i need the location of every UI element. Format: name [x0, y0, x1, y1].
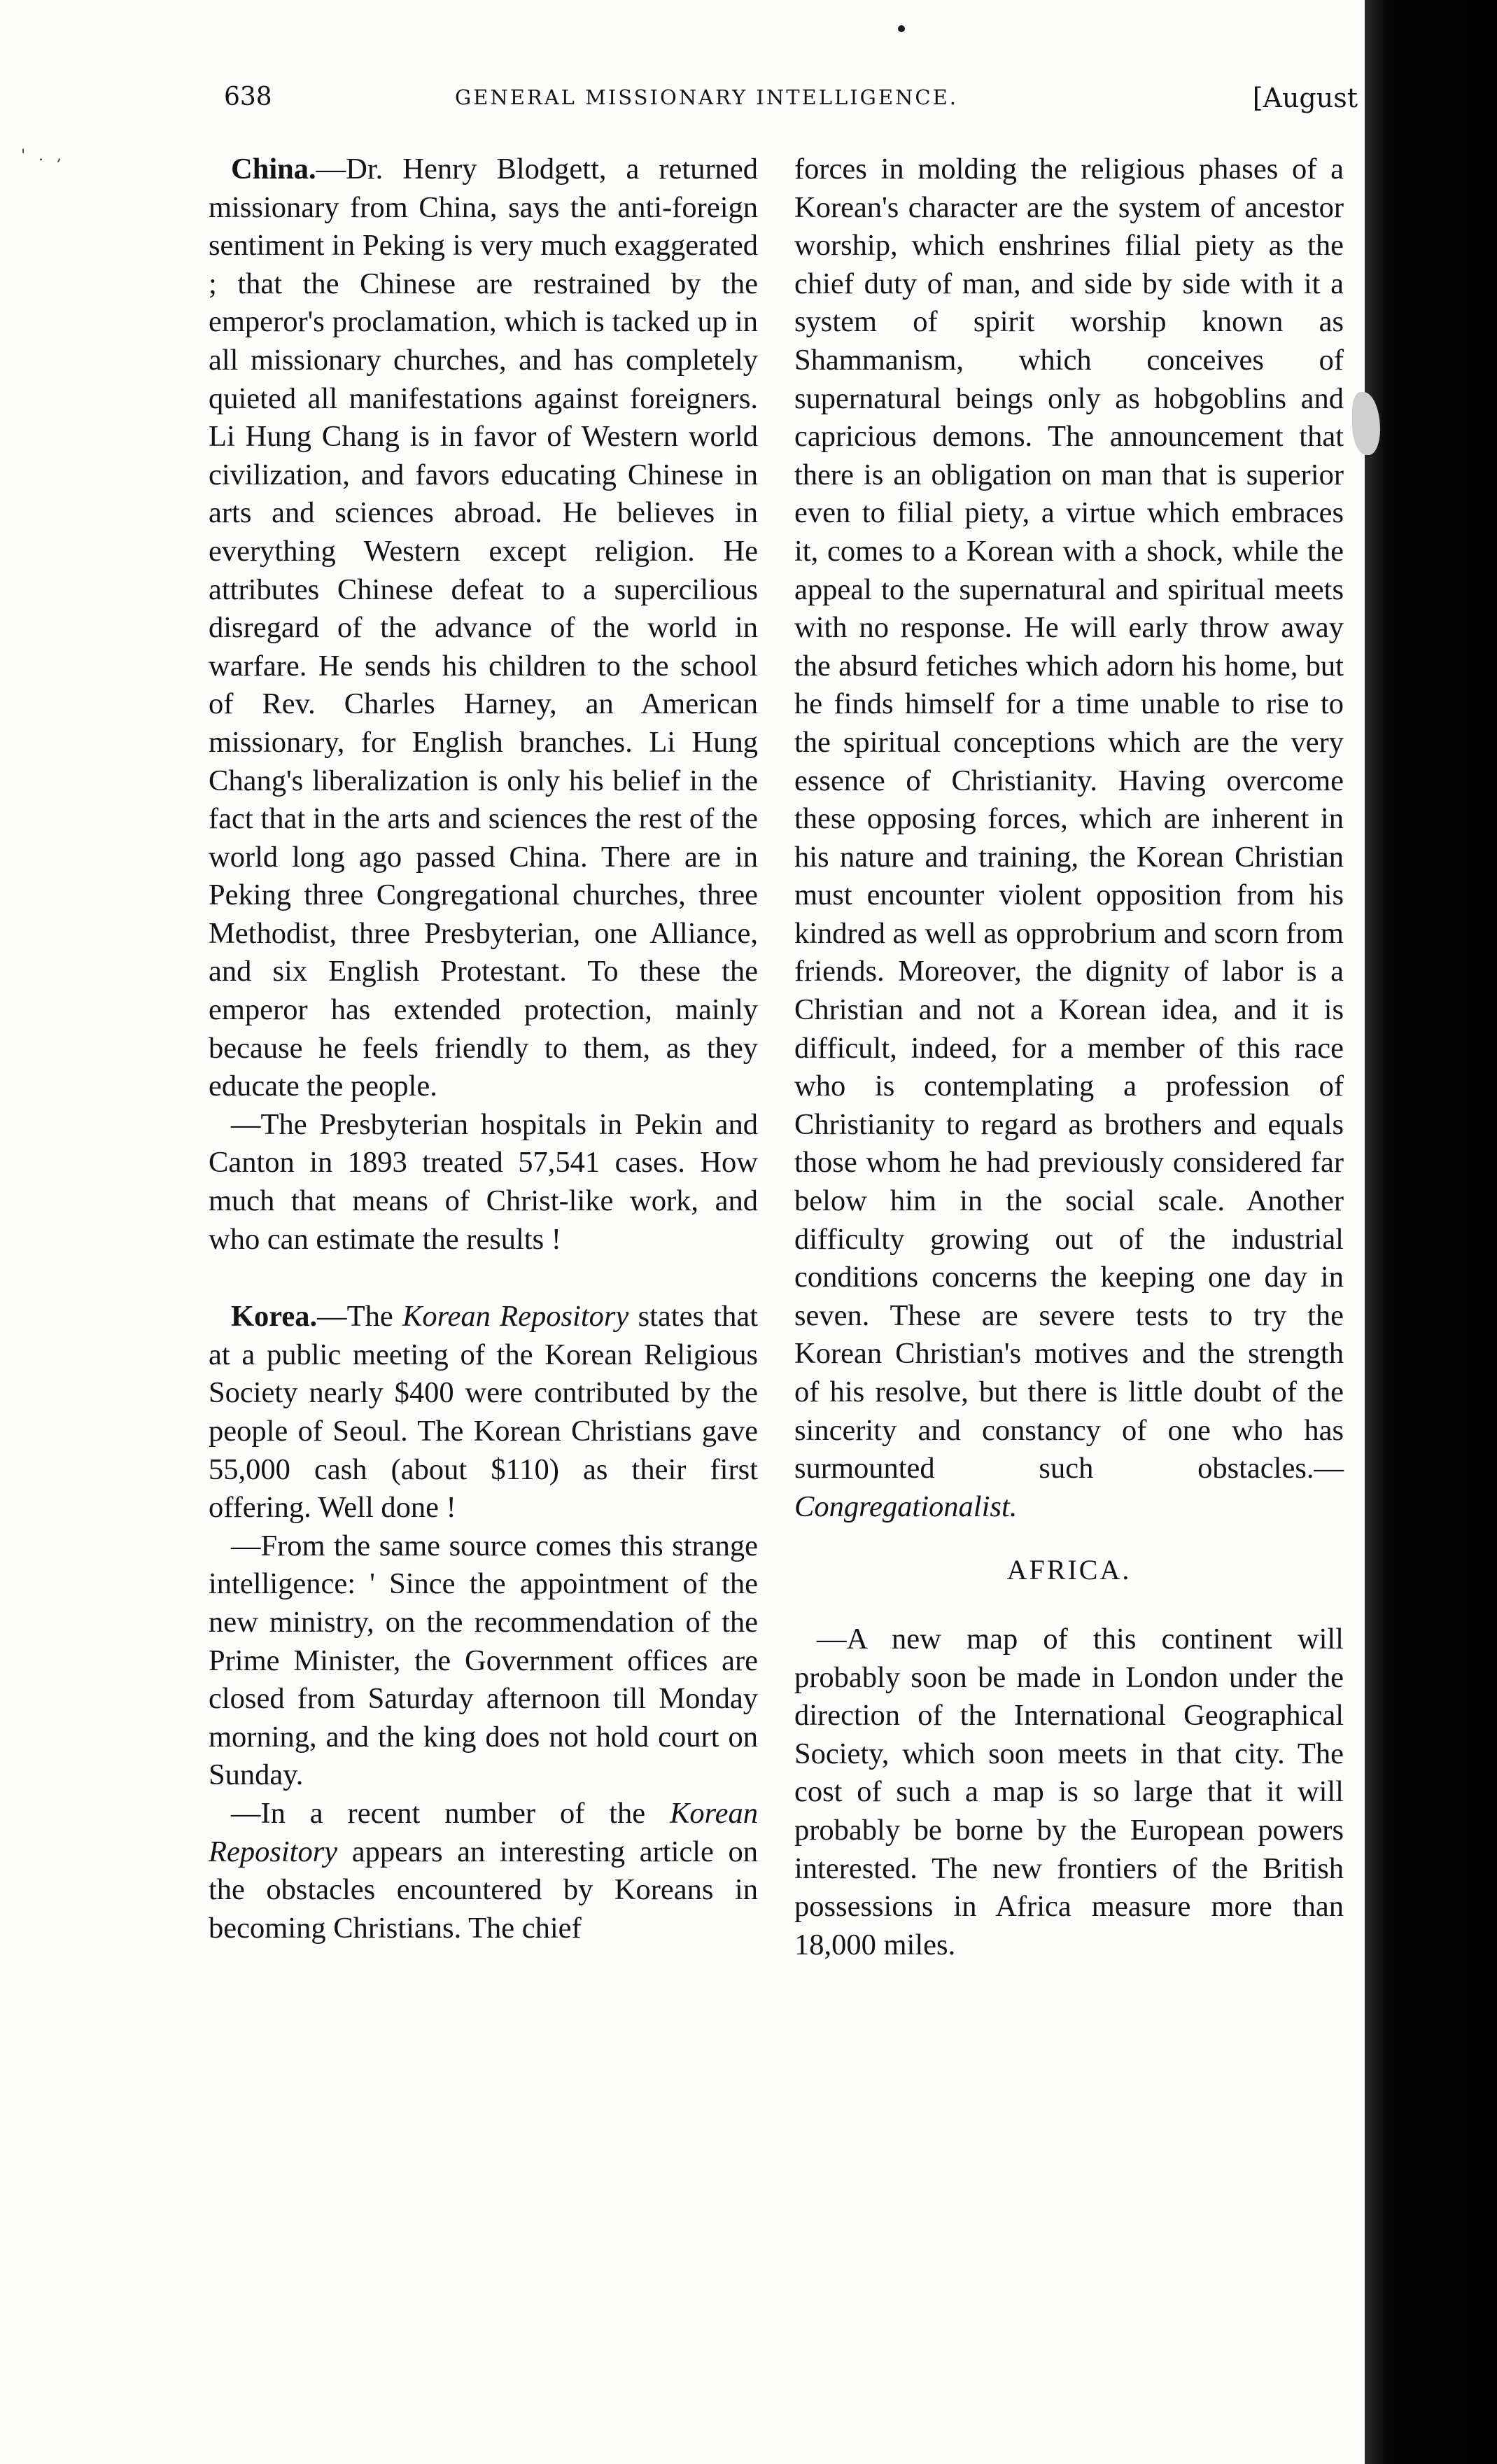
left-column	[209, 150, 758, 1947]
page-header	[224, 83, 1358, 125]
page-number: 638	[224, 83, 272, 111]
korea-repository-title: Korean Repository	[402, 1300, 629, 1334]
same-source-paragraph: —From the same source comes this strange intelligence: ' Since the appointment of the new ministry, on the recommendation of the Prime Minister, the Government offices are closed from Saturday afternoon till Monday morning, and the king does not hold court on Sunday.	[209, 1529, 758, 1792]
china-paragraph	[209, 150, 758, 1106]
header-month: [August	[1252, 83, 1358, 113]
africa-paragraph: —A new map of this continent will probably soon be made in London under the direction of the International Geographical Society, which soon meets in that city. The cost of such a map is so large that it will probably be borne by the European powers interested. The new frontiers of the British possessions in Africa measure more than 18,000 miles.	[794, 1622, 1344, 1961]
scan-specks: ' . ,	[21, 147, 66, 164]
korea-paragraph	[209, 1298, 758, 1527]
china-body: —Dr. Henry Blodgett, a returned missionary from China, says the anti-foreign sentiment in Peking is very much exaggerated ; that the Chinese are restrained by the emperor's proclamation, which is tacked up in all missionary churches, and has completely quieted all manifestations against foreigners. Li Hung Chang is in favor of Western world civilization, and favors educating Chinese in arts and sciences abroad. He believes in everything Western except religion. He attributes Chinese defeat to a supercilious disregard of the advance of the world in warfare. He sends his children to the school of Rev. Charles Harney, an American missionary, for English branches. Li Hung Chang's liberalization is only his belief in the fact that in the arts and sciences the rest of the world long ago passed China. There are in Peking three Congregational churches, three Methodist, three Presbyterian, one Alliance, and six English Protestant. To these the emperor has extended protection, mainly because he feels friendly to them, as they educate the people.	[209, 153, 758, 1103]
recent-body: appears an interesting article on the obstacles encountered by Koreans in becoming Christians. The chief	[209, 1835, 758, 1945]
korea-body: states that at a public meeting of the Korean Religious Society nearly $400 were contributed by the people of Seoul. The Korean Christians gave 55,000 cash (about $110) as their first offering. Well done !	[209, 1300, 759, 1525]
africa-heading: AFRICA.	[1006, 1554, 1132, 1586]
korea-pre: —The	[317, 1300, 402, 1334]
forces-body: forces in molding the religious phases of a Korean's character are the system of ancestor worship, which enshrines filial piety as the chief duty of man, and side by side with it a system of spirit worship known as Shammanism, which conceives of supernatural beings only as hobgoblins and capricious demons. The announcement that there is an obligation on man that is superior even to filial piety, a virtue which embraces it, comes to a Korean with a shock, while the appeal to the supernatural and spiritual meets with no response. He will early throw away the absurd fetiches which adorn his home, but he finds himself for a time unable to rise to the spiritual conceptions which are the very essence of Christianity. Having overcome these opposing forces, which are inherent in his nature and training, the Korean Christian must encounter violent opposition from his kindred as well as opprobrium and scorn from friends. Moreover, the dignity of labor is a Christian and not a Korean idea, and it is difficult, indeed, for a member of this race who is contemplating a profession of Christianity to regard as brothers and equals those whom he had previously considered far below him in the social scale. Another difficulty growing out of the industrial conditions concerns the keeping one day in seven. These are severe tests to try the Korean Christian's motives and the strength of his resolve, but there is little doubt of the sincerity and constancy of one who has surmounted such obstacles.—	[794, 153, 1344, 1485]
running-title: GENERAL MISSIONARY INTELLIGENCE.	[455, 85, 958, 109]
recent-repository-title: Korean Repository	[209, 1796, 758, 1868]
recent-pre: —In a recent number of the	[231, 1796, 670, 1830]
hospitals-paragraph: —The Presbyterian hospitals in Pekin and Canton in 1893 treated 57,541 cases. How much that means of Christ-like work, and who can estimate the results !	[209, 1107, 758, 1256]
scan-smear	[1352, 392, 1380, 455]
china-lead: China.	[231, 153, 316, 186]
scan-edge-shadow	[1365, 0, 1497, 2464]
forces-source: Congregationalist.	[794, 1490, 1018, 1523]
right-column	[794, 150, 1344, 1964]
ink-dot	[898, 25, 905, 32]
korea-lead: Korea.	[231, 1300, 318, 1334]
forces-paragraph	[794, 150, 1344, 1526]
recent-number-paragraph	[209, 1795, 758, 1947]
